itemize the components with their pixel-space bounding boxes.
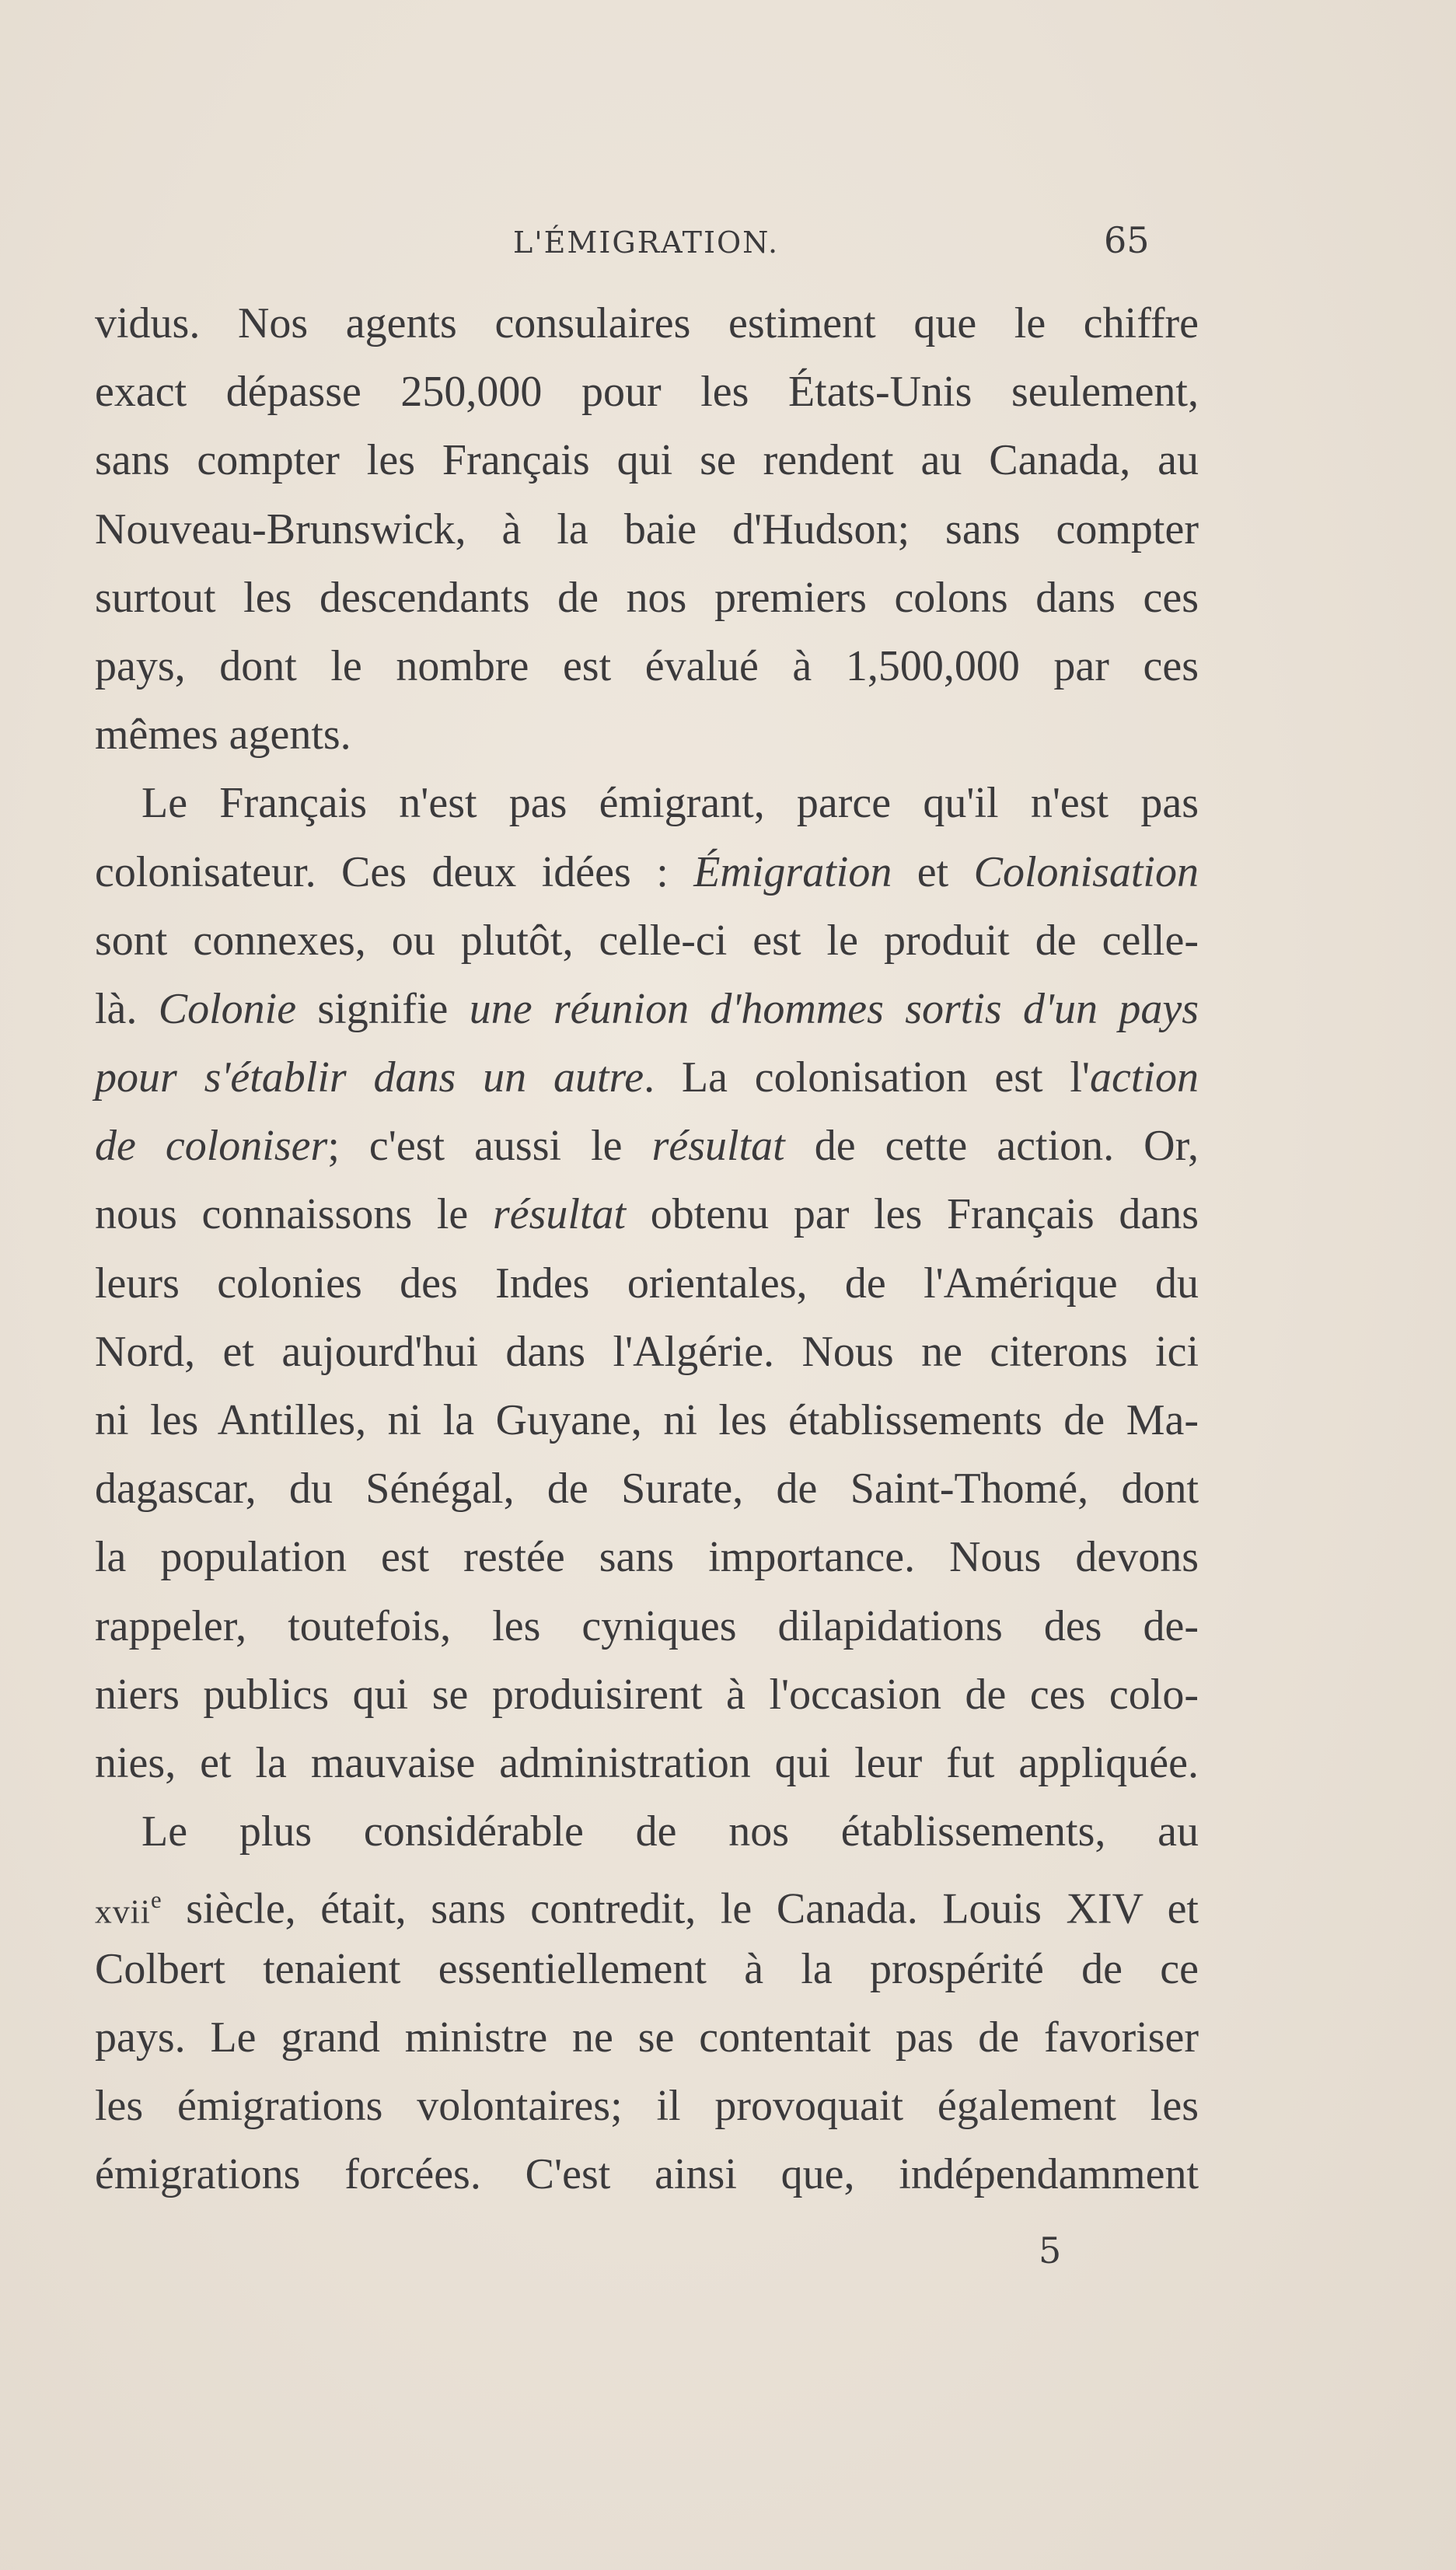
- text-line: vidus. Nos agents consulaires estiment que le chiffre: [95, 299, 1199, 347]
- text-line: pays, dont le nombre est évalué à 1,500,000 par ces: [95, 641, 1199, 690]
- text-line: nous connaissons le résultat obtenu par les Français dans: [95, 1190, 1199, 1239]
- text-line: xvii$^e$ siècle, était, sans contredit, le Canada. Louis XIV et: [95, 1884, 1199, 1933]
- text-line: rappeler, toutefois, les cyniques dilapidations des de-: [95, 1601, 1199, 1650]
- text-line: émigrations forcées. C'est ainsi que, indépendamment: [95, 2150, 1199, 2199]
- text-line: pays. Le grand ministre ne se contentait pas de favoriser: [95, 2013, 1199, 2062]
- text-line: exact dépasse 250,000 pour les États-Unis seulement,: [95, 368, 1199, 417]
- text-line: ni les Antilles, ni la Guyane, ni les établissements de Ma-: [95, 1396, 1199, 1444]
- text-line: les émigrations volontaires; il provoquait également les: [95, 2081, 1199, 2130]
- text-line: Le Français n'est pas émigrant, parce qu'il n'est pas: [141, 779, 1199, 828]
- text-line: leurs colonies des Indes orientales, de l'Amérique du: [95, 1259, 1199, 1308]
- text-line: nies, et la mauvaise administration qui leur fut appliquée.: [95, 1738, 1199, 1787]
- text-line: niers publics qui se produisirent à l'occasion de ces colo-: [95, 1670, 1199, 1719]
- text-line: pour s'établir dans un autre. La colonisation est l'action: [95, 1053, 1199, 1102]
- signature-mark: 5: [1039, 2230, 1062, 2271]
- text-line: sont connexes, ou plutôt, celle-ci est le produit de celle-: [95, 916, 1199, 965]
- text-line: surtout les descendants de nos premiers colons dans ces: [95, 573, 1199, 622]
- text-line: dagascar, du Sénégal, de Surate, de Saint-Thomé, dont: [95, 1465, 1199, 1514]
- body-text: [95, 289, 1199, 2209]
- text-line: colonisateur. Ces deux idées : Émigration et Colonisation: [95, 847, 1199, 896]
- text-line: la population est restée sans importance. Nous devons: [95, 1533, 1199, 1582]
- text-line: Nord, et aujourd'hui dans l'Algérie. Nous ne citerons ici: [95, 1327, 1199, 1376]
- text-line: mêmes agents.: [95, 711, 351, 759]
- running-title: L'ÉMIGRATION.: [513, 225, 780, 260]
- text-line: Nouveau-Brunswick, à la baie d'Hudson; sans compter: [95, 505, 1199, 553]
- text-line: sans compter les Français qui se rendent au Canada, au: [95, 436, 1199, 485]
- text-line: Le plus considérable de nos établissements, au: [141, 1807, 1199, 1856]
- page-number: 65: [1104, 219, 1150, 261]
- text-line: Colbert tenaient essentiellement à la prospérité de ce: [95, 1944, 1199, 1993]
- text-line: là. Colonie signifie une réunion d'hommes sortis d'un pays: [95, 984, 1199, 1033]
- text-line: de coloniser; c'est aussi le résultat de cette action. Or,: [95, 1122, 1199, 1171]
